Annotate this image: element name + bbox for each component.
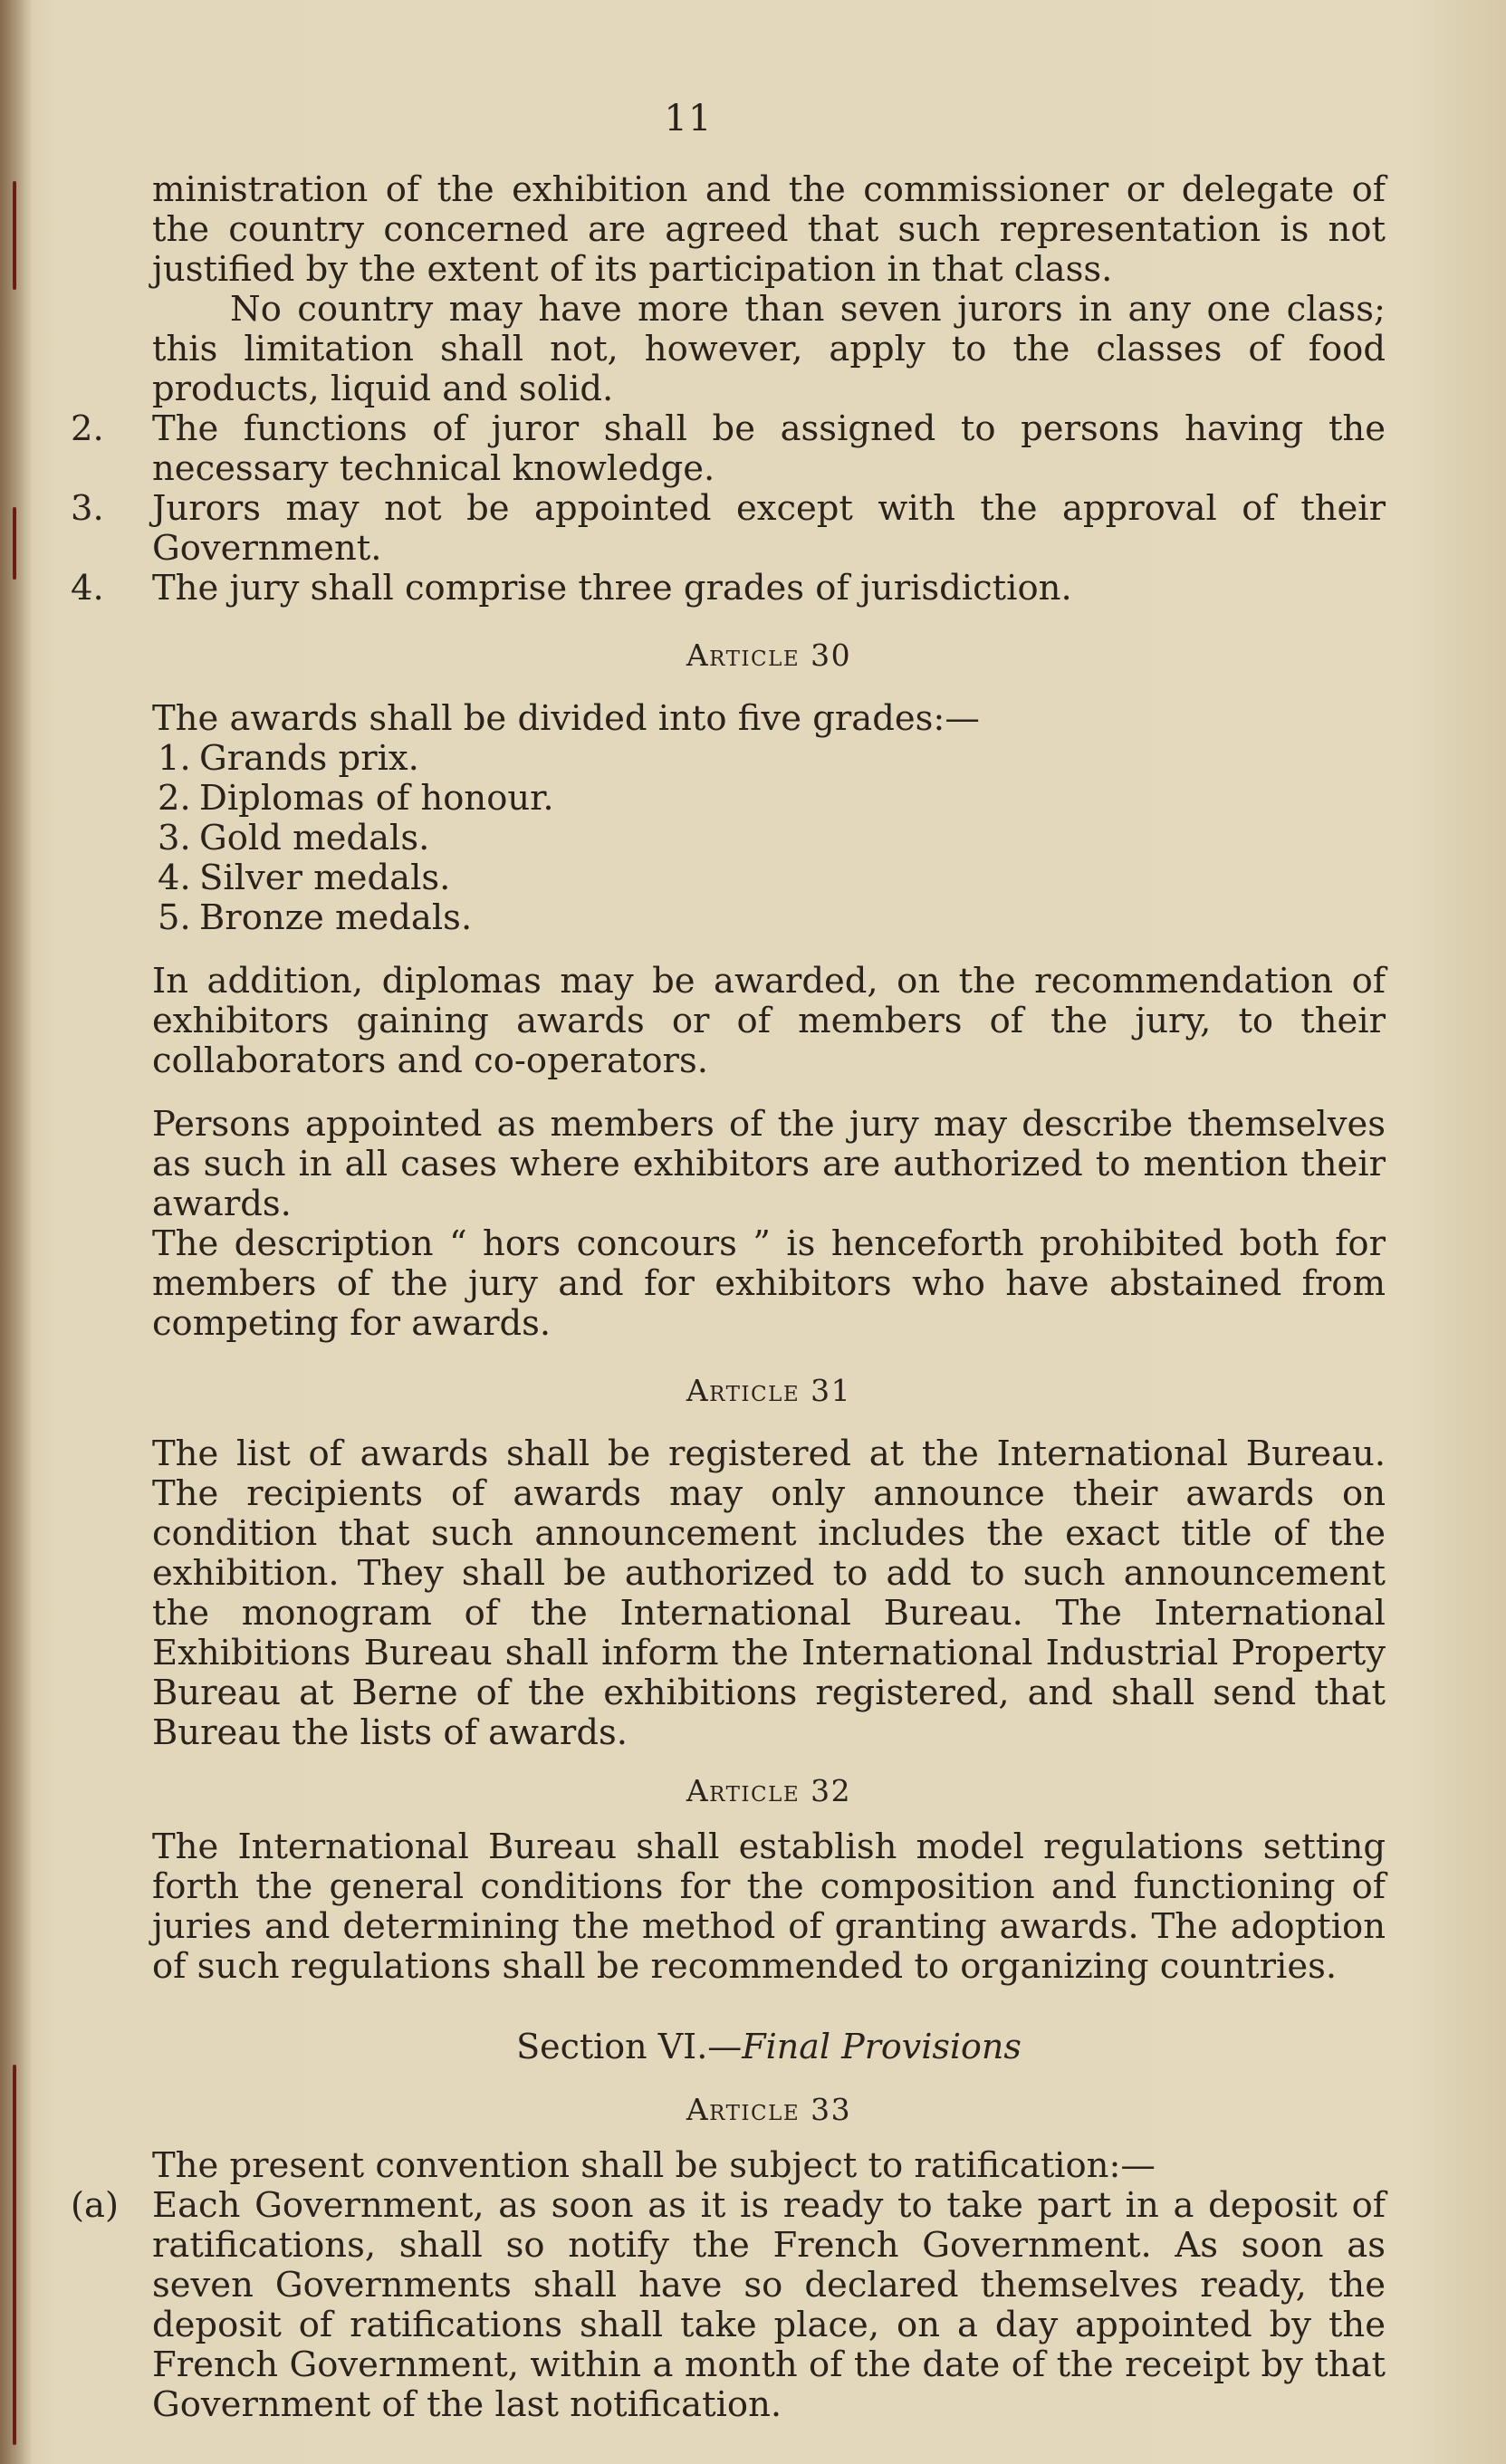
article-33-heading: Article 33 [686,2092,852,2127]
binding-edge-mark [13,507,16,580]
paragraph-hors-concours: The description “ hors concours ” is henceforth prohibited both for members of the jury and for exhibitors who have abstained from competing for awards. [152,1223,1386,1344]
list-item: 1. Grands prix. [158,738,419,779]
section-prefix: Section VI.— [516,2027,743,2066]
spacer [152,938,1386,962]
list-item: 2. Diplomas of honour. [158,778,554,819]
item-number: 3. [71,488,104,529]
list-item: 3. Gold medals. [158,818,430,858]
list-item: 5. Bronze medals. [158,897,473,938]
paragraph-jury-members: Persons appointed as members of the jury may describe themselves as such in all cases where exhibitors are authorized to mention their awards. [152,1104,1386,1224]
clause-a [71,2186,1386,2425]
paragraph-additional-diplomas: In addition, diplomas may be awarded, on the recommendation of exhibitors gaining awards or of members of the jury, to their collaborators and co-operators. [152,961,1386,1081]
numbered-item-2 [71,409,1386,489]
article-32-text: The International Bureau shall establish model regulations setting forth the general conditions for the composition and functioning of juries and determining the method of granting awards. The adoption of such regulations shall be recommended to organizing countries. [152,1826,1386,1987]
clause-text: Each Government, as soon as it is ready to take part in a deposit of ratifications, shall so notify the French Government. As soon as seven Governments shall have so declared themselves ready, the deposit of ratifications shall take place, on a day appointed by the French Government, within a month of the date of the receipt by that Government of the last notification. [152,2185,1386,2425]
article-30-intro: The awards shall be divided into five grades:— [152,698,980,739]
item-text: The functions of juror shall be assigned to persons having the necessary technical knowledge. [152,408,1386,489]
article-30-heading: Article 30 [686,638,852,673]
binding-edge-mark [13,2065,16,2445]
binding-edge-mark [13,181,16,290]
paragraph-jurors-limit: No country may have more than seven jurors in any one class; this limitation shall not, however, apply to the classes of food products, liquid and solid. [152,289,1386,409]
section-heading [152,2027,1386,2066]
spacer [152,1081,1386,1105]
section-title: Final Provisions [742,2027,1022,2066]
item-text: Jurors may not be appointed except with the approval of their Government. [152,488,1386,569]
clause-label: (a) [71,2185,119,2226]
list-item: 4. Silver medals. [158,858,451,898]
article-33-intro: The present convention shall be subject to ratification:— [152,2145,1156,2186]
paragraph-continuation: ministration of the exhibition and the commissioner or delegate of the country concerned are agreed that such representation is not justified by the extent of its participation in that class. [152,169,1386,290]
numbered-item-4 [71,569,1386,609]
page-number: 11 [664,98,713,139]
item-text: The jury shall comprise three grades of jurisdiction. [152,568,1072,609]
item-number: 4. [71,568,104,609]
page-body [71,169,1386,2425]
numbered-item-3 [71,489,1386,569]
item-number: 2. [71,408,104,449]
award-grades-list [158,739,1386,938]
article-31-text: The list of awards shall be registered at the International Bureau. The recipients of awards may only announce their awards on condition that such announcement includes the exact title of the exhibition. They shall be authorized to add to such announcement the monogram of the International Bureau. The International Exhibitions Bureau shall inform the International Industrial Property Bureau at Berne of the exhibitions registered, and shall send that Bureau the lists of awards. [152,1433,1386,1753]
article-31-heading: Article 31 [686,1373,852,1408]
article-32-heading: Article 32 [686,1773,852,1808]
